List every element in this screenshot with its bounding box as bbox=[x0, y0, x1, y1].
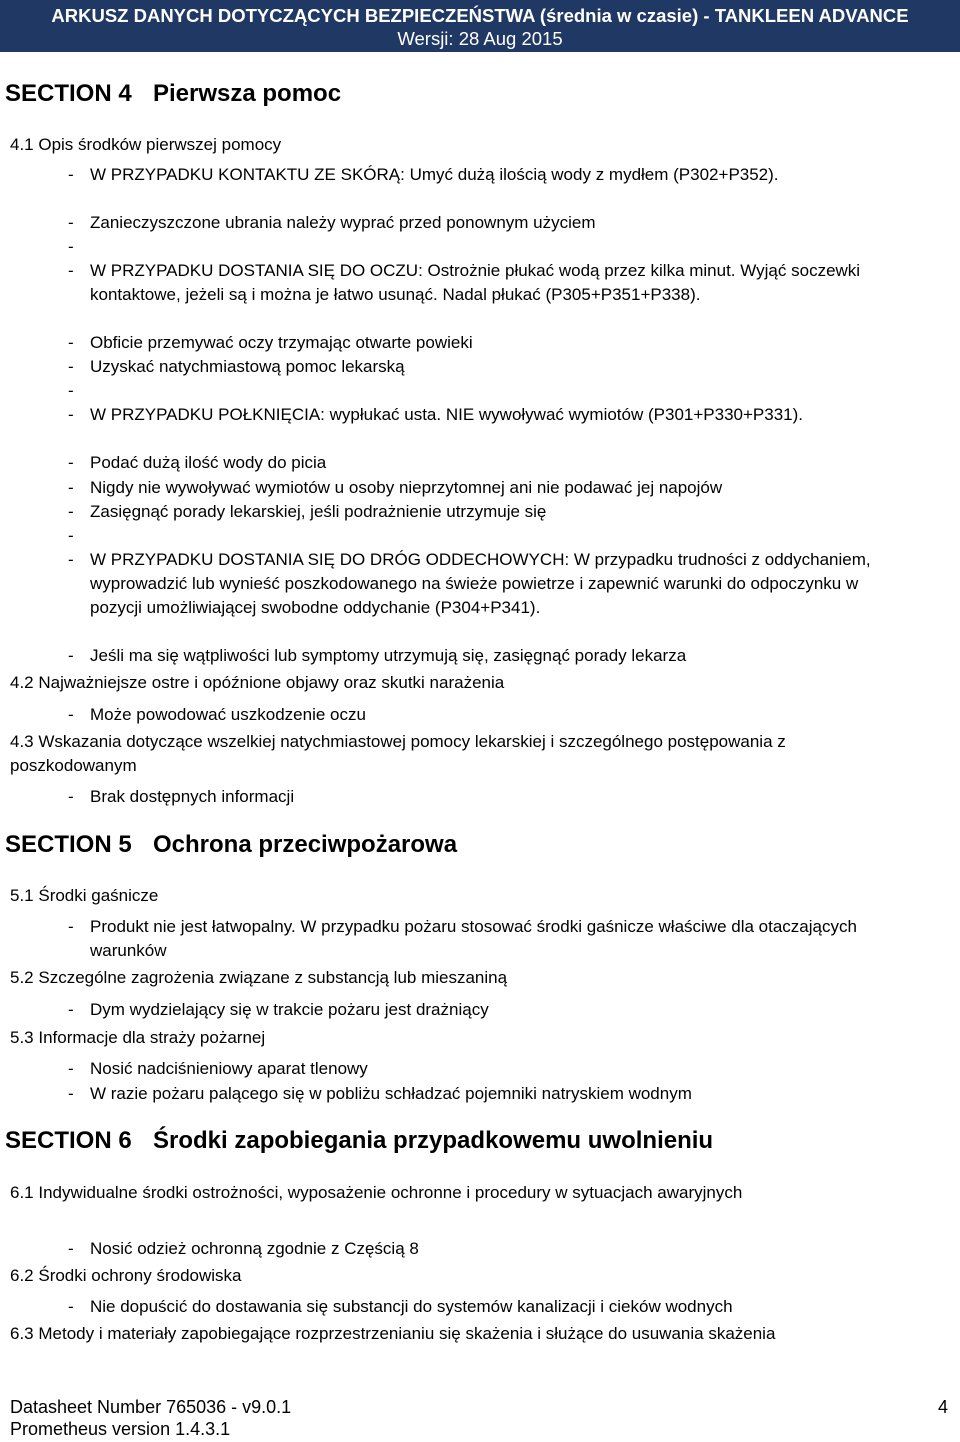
footer-info bbox=[10, 1396, 291, 1440]
bullet-dash: - bbox=[68, 261, 74, 280]
section-6-heading bbox=[5, 1127, 713, 1155]
bullet-dash: - bbox=[68, 550, 74, 569]
list-item: Jeśli ma się wątpliwości lub symptomy utrzymują się, zasięgnąć porady lekarza bbox=[90, 646, 687, 665]
bullet-dash: - bbox=[68, 237, 74, 256]
bullet-dash: - bbox=[68, 1239, 74, 1258]
list-item: Zanieczyszczone ubrania należy wyprać przed ponownym użyciem bbox=[90, 213, 596, 232]
document-version: Wersji: 28 Aug 2015 bbox=[397, 28, 563, 49]
subsection-5-3: 5.3 Informacje dla straży pożarnej bbox=[10, 1028, 266, 1047]
bullet-dash: - bbox=[68, 526, 74, 545]
list-item: Nosić nadciśnieniowy aparat tlenowy bbox=[90, 1059, 368, 1078]
bullet-dash: - bbox=[68, 1084, 74, 1103]
subsection-6-3: 6.3 Metody i materiały zapobiegające rozprzestrzenianiu się skażenia i służące do usuwania skażenia bbox=[10, 1324, 776, 1343]
list-item: W PRZYPADKU DOSTANIA SIĘ DO DRÓG ODDECHOWYCH: W przypadku trudności z oddychaniem, wyprowadzić lub wynieść poszkodowanego na świeże powietrze i zapewnić warunki do odpoczynku w pozycji umożliwiającej swobodne oddychanie (P304+P341). bbox=[90, 550, 871, 617]
list-item: Podać dużą ilość wody do picia bbox=[90, 453, 327, 472]
section-number: SECTION 4 bbox=[5, 80, 132, 107]
section-5-heading bbox=[5, 831, 457, 859]
bullet-dash: - bbox=[68, 405, 74, 424]
list-item: Nigdy nie wywoływać wymiotów u osoby nieprzytomnej ani nie podawać jej napojów bbox=[90, 478, 723, 497]
bullet-dash: - bbox=[68, 1059, 74, 1078]
subsection-6-2: 6.2 Środki ochrony środowiska bbox=[10, 1266, 242, 1285]
bullet-dash: - bbox=[68, 453, 74, 472]
list-item: W PRZYPADKU DOSTANIA SIĘ DO OCZU: Ostrożnie płukać wodą przez kilka minut. Wyjąć soczewki kontaktowe, jeżeli są i można je łatwo usunąć. Nadal płukać (P305+P351+P338). bbox=[90, 261, 861, 304]
subsection-4-2: 4.2 Najważniejsze ostre i opóźnione objawy oraz skutki narażenia bbox=[10, 673, 505, 692]
bullet-dash: - bbox=[68, 787, 74, 806]
list-item: Produkt nie jest łatwopalny. W przypadku pożaru stosować środki gaśnicze właściwe dla otaczających warunków bbox=[90, 917, 857, 960]
bullet-dash: - bbox=[68, 1297, 74, 1316]
list-item: Dym wydzielający się w trakcie pożaru jest drażniący bbox=[90, 1000, 489, 1019]
section-4-heading bbox=[5, 80, 341, 108]
list-item: Uzyskać natychmiastową pomoc lekarską bbox=[90, 357, 405, 376]
subsection-4-1: 4.1 Opis środków pierwszej pomocy bbox=[10, 135, 282, 154]
list-item: Może powodować uszkodzenie oczu bbox=[90, 705, 366, 724]
list-item: Zasięgnąć porady lekarskiej, jeśli podrażnienie utrzymuje się bbox=[90, 502, 547, 521]
section-title: Środki zapobiegania przypadkowemu uwolnieniu bbox=[153, 1127, 714, 1154]
bullet-dash: - bbox=[68, 213, 74, 232]
document-title: ARKUSZ DANYCH DOTYCZĄCYCH BEZPIECZEŃSTWA (średnia w czasie) - TANKLEEN ADVANCE bbox=[51, 5, 909, 26]
bullet-dash: - bbox=[68, 1000, 74, 1019]
prometheus-version: Prometheus version 1.4.3.1 bbox=[10, 1419, 231, 1439]
bullet-dash: - bbox=[68, 165, 74, 184]
list-item: W PRZYPADKU KONTAKTU ZE SKÓRĄ: Umyć dużą ilością wody z mydłem (P302+P352). bbox=[90, 165, 779, 184]
bullet-dash: - bbox=[68, 357, 74, 376]
section-number: SECTION 5 bbox=[5, 831, 132, 858]
subsection-5-2: 5.2 Szczególne zagrożenia związane z substancją lub mieszaniną bbox=[10, 968, 508, 987]
bullet-dash: - bbox=[68, 917, 74, 936]
bullet-dash: - bbox=[68, 705, 74, 724]
subsection-4-3: 4.3 Wskazania dotyczące wszelkiej natychmiastowej pomocy lekarskiej i szczególnego postępowania z poszkodowanym bbox=[10, 732, 786, 775]
subsection-6-1: 6.1 Indywidualne środki ostrożności, wyposażenie ochronne i procedury w sytuacjach awaryjnych bbox=[10, 1183, 743, 1202]
bullet-dash: - bbox=[68, 478, 74, 497]
document-header bbox=[0, 0, 960, 52]
section-title: Ochrona przeciwpożarowa bbox=[153, 831, 458, 858]
list-item: W razie pożaru palącego się w pobliżu schładzać pojemniki natryskiem wodnym bbox=[90, 1084, 692, 1103]
bullet-dash: - bbox=[68, 502, 74, 521]
list-item: Obficie przemywać oczy trzymając otwarte powieki bbox=[90, 333, 473, 352]
bullet-dash: - bbox=[68, 646, 74, 665]
bullet-dash: - bbox=[68, 381, 74, 400]
bullet-dash: - bbox=[68, 333, 74, 352]
list-item: Brak dostępnych informacji bbox=[90, 787, 295, 806]
list-item: Nosić odzież ochronną zgodnie z Częścią 8 bbox=[90, 1239, 419, 1258]
datasheet-number: Datasheet Number 765036 - v9.0.1 bbox=[10, 1397, 292, 1417]
list-item: Nie dopuścić do dostawania się substancji do systemów kanalizacji i cieków wodnych bbox=[90, 1297, 733, 1316]
subsection-5-1: 5.1 Środki gaśnicze bbox=[10, 886, 159, 905]
section-number: SECTION 6 bbox=[5, 1127, 132, 1154]
page-number: 4 bbox=[938, 1397, 949, 1417]
list-item: W PRZYPADKU POŁKNIĘCIA: wypłukać usta. NIE wywoływać wymiotów (P301+P330+P331). bbox=[90, 405, 803, 424]
section-title: Pierwsza pomoc bbox=[153, 80, 342, 107]
